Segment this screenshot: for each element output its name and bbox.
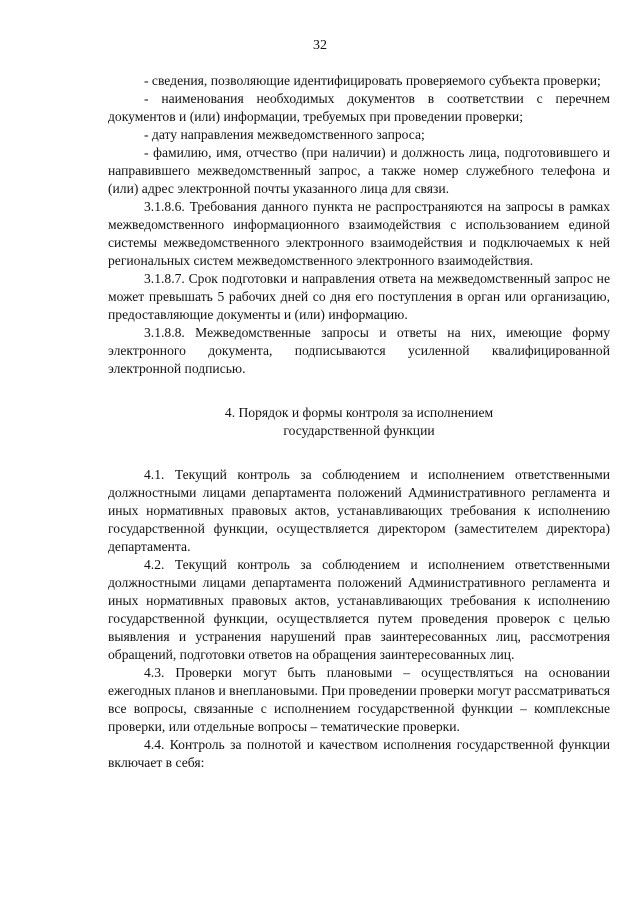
paragraph-4-3: 4.3. Проверки могут быть плановыми – осуществляться на основании ежегодных планов и внеплановыми. При проведении проверки могут рассматриваться все вопросы, связанные с исполнением государственной функции – комплексные проверки, или отдельные вопросы – тематические проверки. bbox=[108, 665, 610, 734]
paragraph-3-1-8-7: 3.1.8.7. Срок подготовки и направления ответа на межведомственный запрос не может превышать 5 рабочих дней со дня его поступления в орган или организацию, предоставляющие документы и (или) информацию. bbox=[108, 271, 610, 322]
list-item-document-names: - наименования необходимых документов в соответствии с перечнем документов и (или) информации, требуемых при проведении проверки; bbox=[108, 91, 610, 124]
list-item-official-details: - фамилию, имя, отчество (при наличии) и должность лица, подготовившего и направившего межведомственный запрос, а также номер служебного телефона и (или) адрес электронной почты указанного лица для связи. bbox=[108, 145, 610, 196]
document-body bbox=[108, 72, 610, 772]
list-item-request-date: - дату направления межведомственного запроса; bbox=[144, 127, 425, 142]
section-heading bbox=[108, 404, 610, 440]
section-heading-line-1: 4. Порядок и формы контроля за исполнением bbox=[224, 405, 494, 420]
paragraph-4-2: 4.2. Текущий контроль за соблюдением и исполнением ответственными должностными лицами департамента положений Административного регламента и иных нормативных правовых актов, устанавливающих требования к исполнению государственной функции, осуществляется путем проведения проверок с целью выявления и устранения нарушений прав заинтересованных лиц, рассмотрения обращений, подготовки ответов на обращения заинтересованных лиц. bbox=[108, 557, 610, 662]
paragraph-4-4: 4.4. Контроль за полнотой и качеством исполнения государственной функции включает в себя: bbox=[108, 737, 610, 770]
paragraph-4-1: 4.1. Текущий контроль за соблюдением и исполнением ответственными должностными лицами департамента положений Административного регламента и иных нормативных правовых актов, устанавливающих требования к исполнению государственной функции, осуществляется директором (заместителем директора) департамента. bbox=[108, 467, 610, 554]
list-item-subject-info: - сведения, позволяющие идентифицировать проверяемого субъекта проверки; bbox=[144, 73, 601, 88]
paragraph-3-1-8-6: 3.1.8.6. Требования данного пункта не распространяются на запросы в рамках межведомственного информационного взаимодействия с использованием единой системы межведомственного электронного взаимодействия и подключаемых к ней региональных систем межведомственного электронного взаимодействия. bbox=[108, 199, 610, 268]
section-heading-line-2: государственной функции bbox=[283, 423, 435, 438]
paragraph-3-1-8-8: 3.1.8.8. Межведомственные запросы и ответы на них, имеющие форму электронного документа, подписываются усиленной квалифицированной электронной подписью. bbox=[108, 325, 610, 376]
page-number: 32 bbox=[313, 38, 327, 53]
